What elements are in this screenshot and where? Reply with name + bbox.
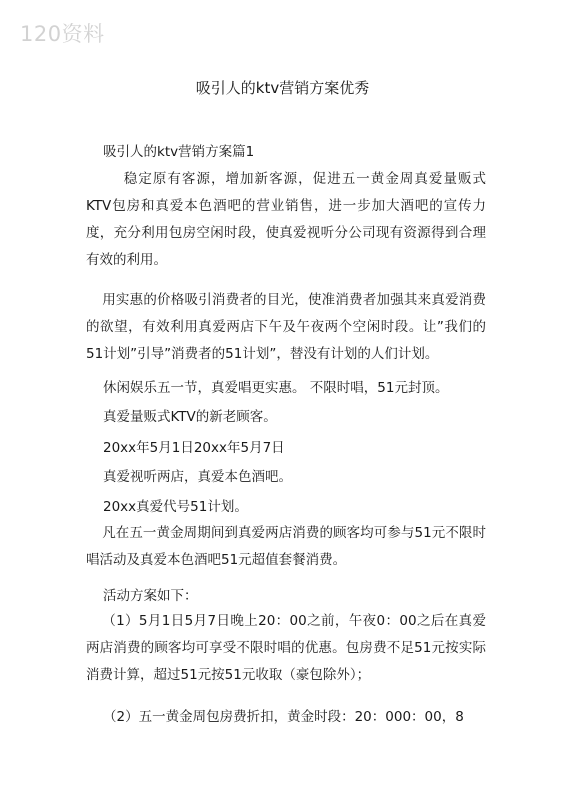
paragraph-theme: 休闲娱乐五一节，真爱唱更实惠。 不限时唱，51元封顶。 <box>103 380 449 396</box>
paragraph-activity: 凡在五一黄金周期间到真爱两店消费的顾客均可参与51元不限时唱活动及真爱本色酒吧51元超值套餐消费。 <box>86 525 486 568</box>
paragraph-venue: 真爱视听两店，真爱本色酒吧。 <box>103 469 292 485</box>
paragraph-objective: 稳定原有客源，增加新客源，促进五一黄金周真爱量贩式KTV包房和真爱本色酒吧的营业销售，进一步加大酒吧的宣传力度，充分利用包房空闲时段，使真爱视听分公司现有资源得到合理有效的利用。 <box>86 171 486 268</box>
section-heading: 吸引人的ktv营销方案篇1 <box>103 144 255 160</box>
paragraph-target: 真爱量贩式KTV的新老顾客。 <box>103 409 277 425</box>
paragraph-plan-item-1: （1）5月1日5月7日晚上20：00之前，午夜0：00之后在真爱两店消费的顾客均可享受不限时唱的优惠。包房费不足51元按实际消费计算，超过51元按51元收取（豪包除外）； <box>86 613 486 683</box>
paragraph-purpose: 用实惠的价格吸引消费者的目光，使准消费者加强其来真爱消费的欲望，有效利用真爱两店下午及午夜两个空闲时段。让”我们的51计划”引导”消费者的51计划”，替没有计划的人们计划。 <box>86 292 486 362</box>
document-title: 吸引人的ktv营销方案优秀 <box>195 79 370 97</box>
paragraph-plan-item-2: （2）五一黄金周包房费折扣，黄金时段：20：000：00，8 <box>103 709 464 725</box>
paragraph-code-name: 20xx真爱代号51计划。 <box>103 499 248 515</box>
paragraph-plan-intro: 活动方案如下： <box>103 588 198 604</box>
watermark: 120资料 <box>20 22 105 46</box>
paragraph-dates: 20xx年5月1日20xx年5月7日 <box>103 440 285 456</box>
